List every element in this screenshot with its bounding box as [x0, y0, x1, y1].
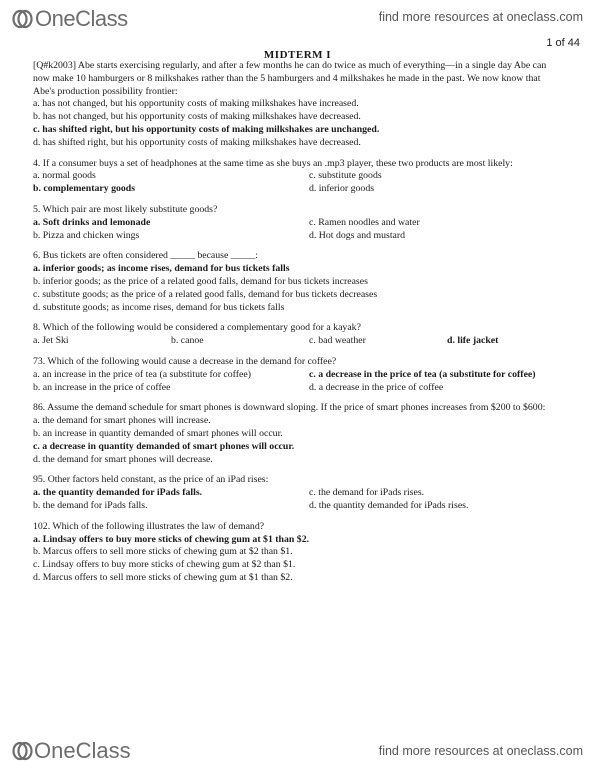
- logo-text: OneClass: [35, 6, 128, 31]
- question-4: [33, 158, 558, 196]
- question-stem: 5. Which pair are most likely substitute goods?: [33, 203, 218, 215]
- resources-link[interactable]: find more resources at oneclass.com: [378, 10, 583, 24]
- option-d: d. a decrease in the price of coffee: [309, 381, 444, 393]
- option-a: a. has not changed, but his opportunity costs of making milkshakes have increased.: [33, 98, 359, 110]
- option-b: b. inferior goods; as the price of a related good falls, demand for bus tickets increases: [33, 275, 368, 287]
- option-c: c. Lindsay offers to buy more sticks of chewing gum at $2 than $1.: [33, 559, 296, 571]
- option-c: c. bad weather: [309, 335, 366, 347]
- option-d: d. Marcus offers to sell more sticks of chewing gum at $1 than $2.: [33, 571, 293, 583]
- option-a-answer: a. the quantity demanded for iPads falls.: [33, 487, 203, 499]
- question-6: [33, 250, 558, 314]
- option-b: b. an increase in the price of coffee: [33, 381, 171, 393]
- page-header: [0, 0, 595, 36]
- question-stem: 8. Which of the following would be considered a complementary good for a kayak?: [33, 322, 361, 334]
- footer-logo[interactable]: [12, 738, 131, 764]
- question-stem: 102. Which of the following illustrates the law of demand?: [33, 520, 265, 532]
- question-stem: 4. If a consumer buys a set of headphones at the same time as she buys an .mp3 player, these two products are most likely:: [33, 157, 513, 169]
- option-d: d. the demand for smart phones will decrease.: [33, 453, 213, 465]
- question-stem: 6. Bus tickets are often considered _____ because _____:: [33, 250, 258, 262]
- option-d: d. inferior goods: [309, 183, 375, 195]
- oneclass-logo-icon: [12, 9, 34, 29]
- page-number: 1 of 44: [546, 37, 580, 49]
- question-stem: [Q#k2003] Abe starts exercising regularly, and after a few months he can do twice as much of everything—in a single day Abe can now make 10 hamburgers or 8 milkshakes rather than the 5 hamburgers and 4 milkshakes he made in the past. We now know that Abe's production possibility frontier:: [33, 60, 547, 97]
- option-a: a. an increase in the price of tea (a substitute for coffee): [33, 368, 251, 380]
- option-d: d. Hot dogs and mustard: [309, 229, 406, 241]
- option-c: c. the demand for iPads rises.: [309, 487, 425, 499]
- option-d: d. the quantity demanded for iPads rises.: [309, 499, 469, 511]
- question-list: [33, 60, 558, 593]
- option-a: a. the demand for smart phones will increase.: [33, 415, 211, 427]
- option-d: d. substitute goods; as income rises, demand for bus tickets falls: [33, 301, 285, 313]
- question-102: [33, 521, 558, 585]
- option-a: a. Jet Ski: [33, 335, 69, 347]
- option-a-answer: a. inferior goods; as income rises, demand for bus tickets falls: [33, 263, 290, 275]
- footer-resources-link[interactable]: find more resources at oneclass.com: [378, 744, 583, 758]
- option-c: c. substitute goods: [309, 170, 382, 182]
- question-5: [33, 204, 558, 242]
- option-c: c. Ramen noodles and water: [309, 216, 420, 228]
- oneclass-logo-icon: [12, 741, 34, 761]
- option-b: b. the demand for iPads falls.: [33, 499, 148, 511]
- oneclass-logo[interactable]: [12, 6, 128, 32]
- option-b-answer: b. complementary goods: [33, 183, 136, 195]
- question-8: [33, 322, 558, 348]
- option-a: a. normal goods: [33, 170, 96, 182]
- question-1: [33, 60, 558, 150]
- option-a-answer: a. Soft drinks and lemonade: [33, 216, 151, 228]
- page-title: MIDTERM I: [263, 49, 332, 61]
- question-stem: 73. Which of the following would cause a decrease in the demand for coffee?: [33, 355, 337, 367]
- option-d: d. has shifted right, but his opportunity costs of making milkshakes have decreased.: [33, 136, 361, 148]
- question-stem: 86. Assume the demand schedule for smart phones is downward sloping. If the price of smart phones increases from $200 to $600:: [33, 402, 546, 414]
- question-stem: 95. Other factors held constant, as the price of an iPad rises:: [33, 474, 269, 486]
- question-86: [33, 402, 558, 466]
- option-c-answer: c. a decrease in the price of tea (a substitute for coffee): [309, 368, 536, 380]
- option-d-answer: d. life jacket: [447, 335, 499, 347]
- option-b: b. Marcus offers to sell more sticks of chewing gum at $2 than $1.: [33, 546, 293, 558]
- option-a-answer: a. Lindsay offers to buy more sticks of chewing gum at $1 than $2.: [33, 533, 310, 545]
- option-b: b. canoe: [171, 335, 204, 347]
- logo-text: OneClass: [34, 738, 131, 763]
- question-73: [33, 356, 558, 394]
- option-b: b. an increase in quantity demanded of smart phones will occur.: [33, 427, 283, 439]
- option-c: c. substitute goods; as the price of a related good falls, demand for bus tickets decreases: [33, 288, 378, 300]
- option-b: b. Pizza and chicken wings: [33, 229, 140, 241]
- question-95: [33, 474, 558, 512]
- option-b: b. has not changed, but his opportunity costs of making milkshakes have decreased.: [33, 111, 361, 123]
- option-c-answer: c. has shifted right, but his opportunity costs of making milkshakes are unchanged.: [33, 123, 380, 135]
- option-c-answer: c. a decrease in quantity demanded of smart phones will occur.: [33, 440, 295, 452]
